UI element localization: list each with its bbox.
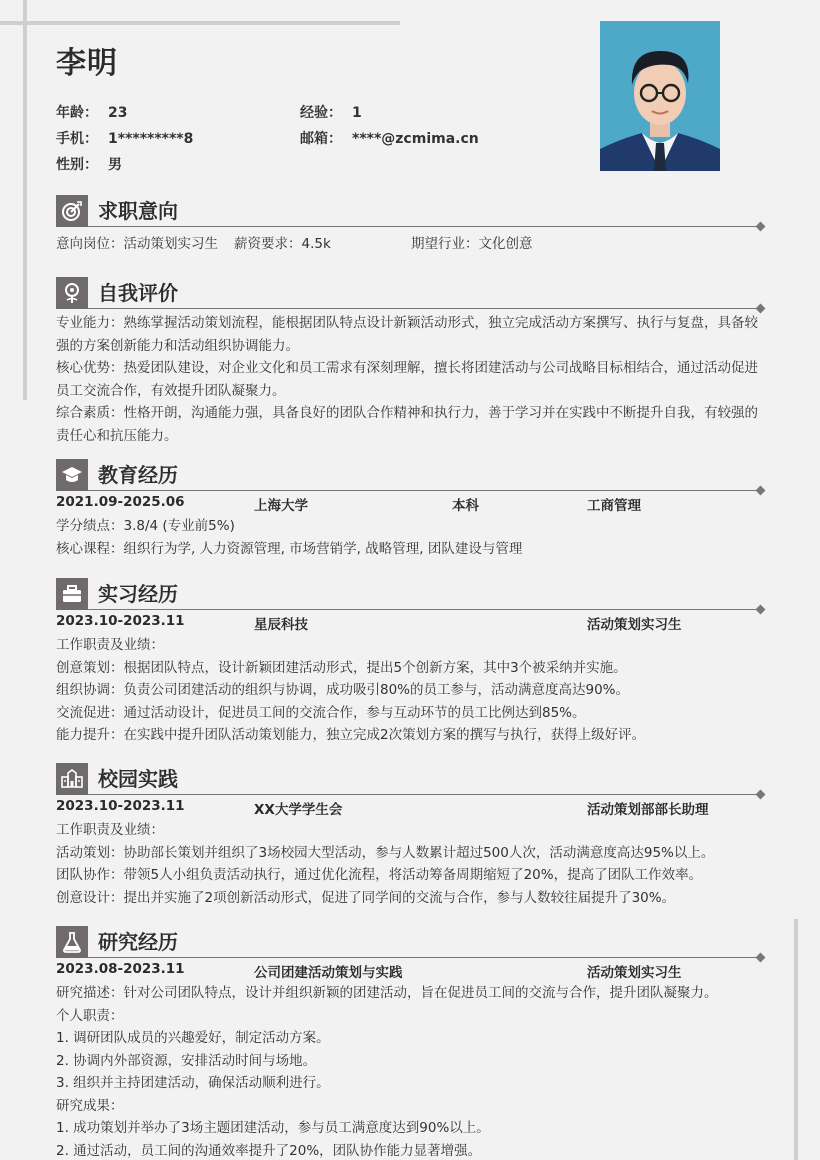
research-line: 研究成果：: [56, 1097, 124, 1114]
intent-salary: 薪资要求：4.5k: [234, 236, 331, 252]
section-header: [56, 578, 764, 610]
research-line: 研究描述：针对公司团队特点，设计并组织新颖的团建活动，旨在促进员工间的交流与合作，提升团队凝聚力。: [56, 985, 718, 1001]
phone-field: [56, 128, 193, 148]
decorative-top-bar: [0, 21, 400, 25]
email-field: [300, 128, 479, 148]
internship-line: 工作职责及业绩：: [56, 637, 164, 653]
research-line: 2. 协调内外部资源，安排活动时间与场地。: [56, 1052, 317, 1069]
section-title: 校园实践: [98, 767, 178, 791]
intent-industry: 期望行业：文化创意: [411, 236, 533, 252]
campus-role: 活动策划部部长助理: [587, 802, 709, 818]
internship-line: 交流促进：通过活动设计，促进员工间的交流合作，参与互动环节的员工比例达到85%。: [56, 704, 586, 721]
education-header-row: [56, 491, 764, 515]
experience-field: [300, 102, 362, 122]
campus-line: 团队协作：带领5人小组负责活动执行，通过优化流程，将活动筹备周期缩短了20%，提高了团队工作效率。: [56, 867, 703, 883]
section-self-evaluation: [56, 277, 764, 447]
briefcase-icon: [56, 578, 88, 610]
internship-header-row: [56, 610, 764, 634]
campus-line: 创意设计：提出并实施了2项创新活动形式，促进了同学间的交流与合作，参与人数较往届提升了30%。: [56, 889, 676, 906]
campus-date: 2023.10-2023.11: [56, 798, 185, 814]
school-building-icon: [56, 763, 88, 795]
decorative-left-bar: [23, 0, 27, 400]
research-project: 公司团建活动策划与实践: [254, 965, 403, 981]
campus-org: XX大学学生会: [254, 802, 343, 818]
email-value: ****@zcmima.cn: [352, 131, 479, 147]
research-line: 3. 组织并主持团建活动，确保活动顺利进行。: [56, 1075, 330, 1091]
education-date: 2021.09-2025.06: [56, 494, 185, 510]
research-line: 1. 调研团队成员的兴趣爱好，制定活动方案。: [56, 1030, 330, 1046]
section-title: 教育经历: [98, 463, 178, 487]
education-courses: 核心课程：组织行为学, 人力资源管理, 市场营销学, 战略管理, 团队建设与管理: [56, 540, 523, 557]
education-school: 上海大学: [254, 498, 308, 514]
gender-label: 性别：: [56, 157, 98, 173]
internship-line: 能力提升：在实践中提升团队活动策划能力，独立完成2次策划方案的撰写与执行，获得上级好评。: [56, 727, 646, 743]
flask-icon: [56, 926, 88, 958]
research-role: 活动策划实习生: [587, 965, 682, 981]
self-eval-strength: 核心优势：热爱团队建设，对企业文化和员工需求有深刻理解，擅长将团建活动与公司战略目标相结合，通过活动促进员工交流合作，有效提升团队凝聚力。: [56, 360, 758, 399]
gender-value: 男: [108, 157, 122, 173]
campus-line: 工作职责及业绩：: [56, 822, 164, 838]
internship-company: 星辰科技: [254, 617, 308, 633]
candidate-name: 李明: [56, 46, 118, 81]
profile-photo: [600, 21, 720, 171]
internship-date: 2023.10-2023.11: [56, 613, 185, 629]
internship-line: 组织协调：负责公司团建活动的组织与协调，成功吸引80%的员工参与，活动满意度高达90%。: [56, 682, 630, 698]
section-title: 研究经历: [98, 930, 178, 954]
gender-field: [56, 154, 122, 174]
graduation-cap-icon: [56, 459, 88, 491]
section-header: [56, 195, 764, 227]
education-degree: 本科: [452, 498, 479, 514]
decorative-right-bar: [794, 919, 798, 1160]
research-line: 个人职责：: [56, 1007, 124, 1024]
flower-icon: [56, 277, 88, 309]
age-value: 23: [108, 105, 128, 121]
section-education: [56, 459, 764, 560]
section-internship: [56, 578, 764, 747]
research-date: 2023.08-2023.11: [56, 961, 185, 977]
intent-position: 意向岗位：活动策划实习生: [56, 236, 218, 252]
age-label: 年龄：: [56, 105, 98, 121]
experience-value: 1: [352, 105, 362, 121]
experience-label: 经验：: [300, 105, 342, 121]
section-title: 自我评价: [98, 281, 178, 305]
section-header: [56, 763, 764, 795]
campus-header-row: [56, 795, 764, 819]
section-campus-practice: [56, 763, 764, 909]
section-job-intent: [56, 195, 764, 257]
age-field: [56, 102, 127, 122]
section-header: [56, 277, 764, 309]
education-gpa: 学分绩点：3.8/4 (专业前5%): [56, 518, 235, 534]
section-title: 求职意向: [98, 199, 178, 223]
self-eval-professional: 专业能力：熟练掌握活动策划流程，能根据团队特点设计新颖活动形式，独立完成活动方案撰写、执行与复盘，具备较强的方案创新能力和活动组织协调能力。: [56, 315, 758, 354]
section-header: [56, 926, 764, 958]
phone-label: 手机：: [56, 131, 98, 147]
research-line: 1. 成功策划并举办了3场主题团建活动，参与员工满意度达到90%以上。: [56, 1120, 490, 1136]
section-divider: [88, 308, 760, 309]
section-title: 实习经历: [98, 582, 178, 606]
self-eval-overall: 综合素质：性格开朗，沟通能力强，具备良好的团队合作精神和执行力，善于学习并在实践中不断提升自我，有较强的责任心和抗压能力。: [56, 405, 758, 444]
section-research: [56, 926, 764, 1160]
research-line: 2. 通过活动，员工间的沟通效率提升了20%，团队协作能力显著增强。: [56, 1142, 482, 1159]
phone-value: 1*********8: [108, 131, 194, 147]
research-header-row: [56, 958, 764, 982]
internship-role: 活动策划实习生: [587, 617, 682, 633]
campus-line: 活动策划：协助部长策划并组织了3场校园大型活动，参与人数累计超过500人次，活动满意度高达95%以上。: [56, 844, 715, 861]
section-header: [56, 459, 764, 491]
education-major: 工商管理: [587, 498, 641, 514]
internship-line: 创意策划：根据团队特点，设计新颖团建活动形式，提出5个创新方案，其中3个被采纳并实施。: [56, 659, 627, 676]
target-icon: [56, 195, 88, 227]
email-label: 邮箱：: [300, 131, 342, 147]
